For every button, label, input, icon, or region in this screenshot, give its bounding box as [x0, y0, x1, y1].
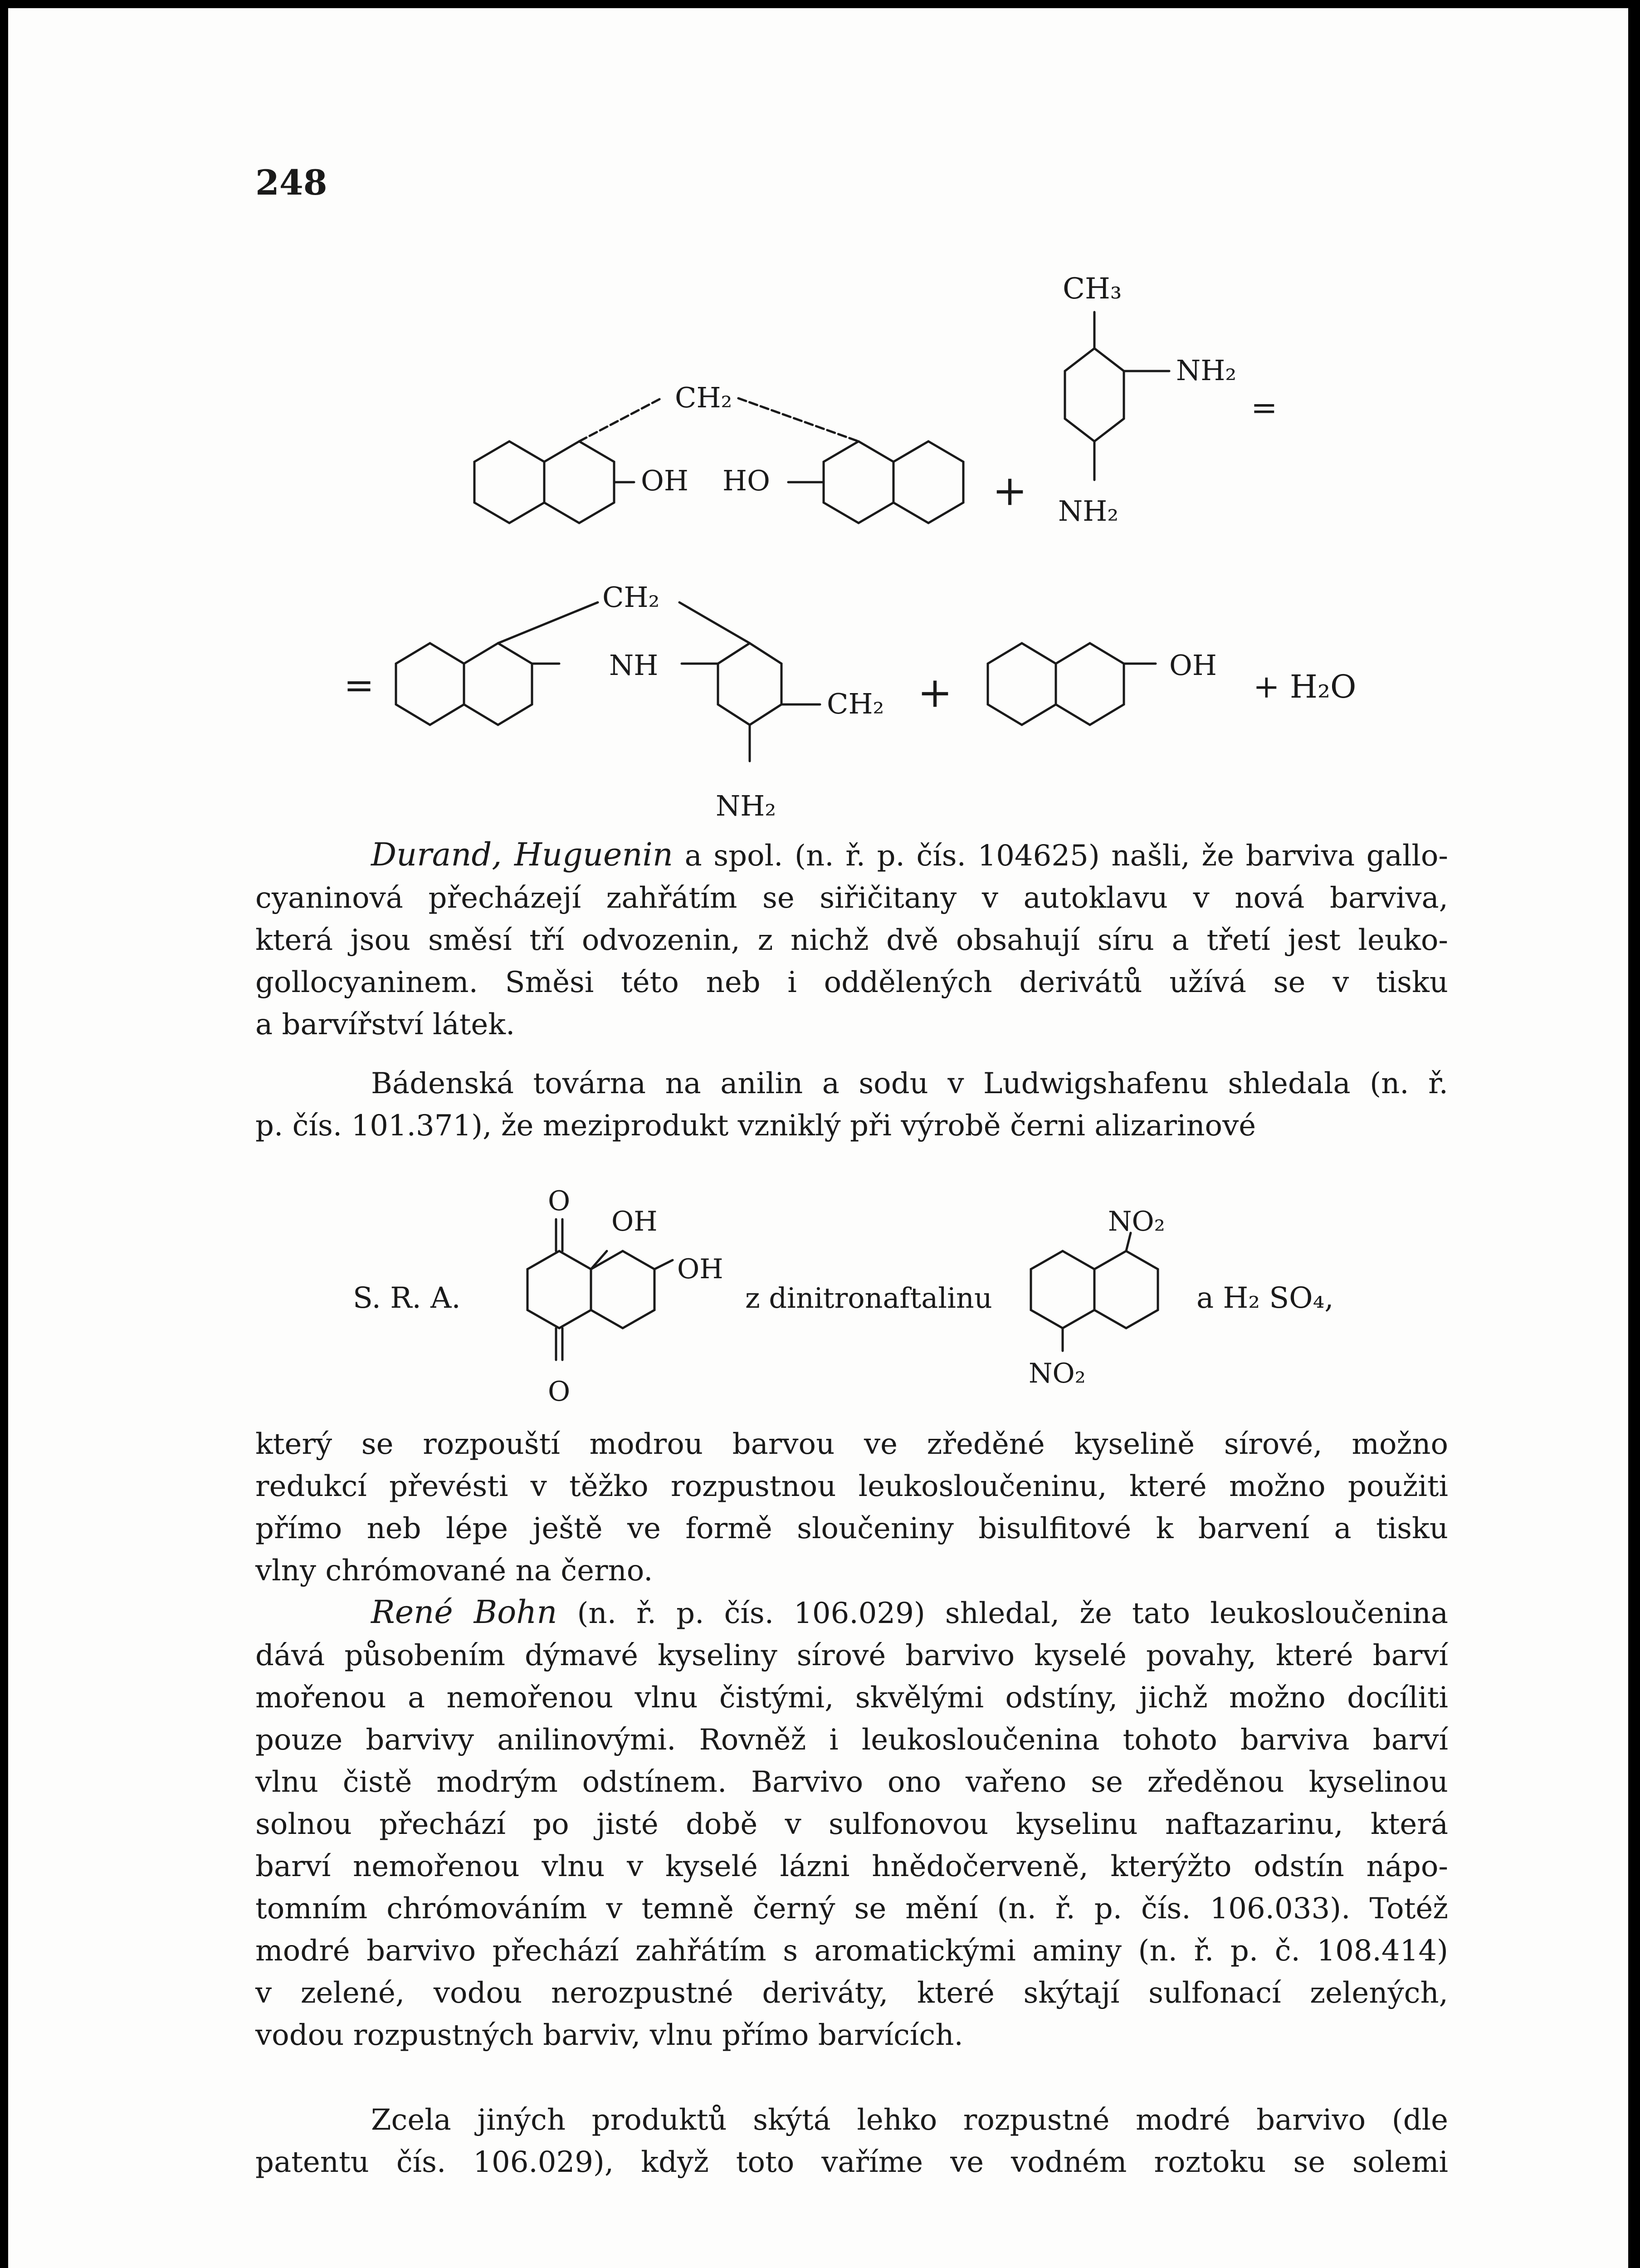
eq3-oh-right: OH: [677, 1253, 723, 1285]
eq2-ch2-ring-label: CH₂: [827, 687, 884, 720]
eq2-nh2-label: NH₂: [716, 789, 776, 822]
text-line: redukcí převésti v těžko rozpustnou leukosloučeninu, které možno použiti: [255, 1470, 1448, 1503]
eq3-no2-bottom: NO₂: [1029, 1358, 1086, 1389]
text-line: Zcela jiných produktů skýtá lehko rozpustné modré barvivo (dle: [371, 2103, 1448, 2137]
eq1-naphthol-right: [788, 441, 963, 523]
eq2-naphthol-right: [988, 643, 1156, 725]
text-line: pouze barvivy anilinovými. Rovněž i leukosloučenina tohoto barviva barví: [255, 1723, 1448, 1757]
page-number: 248: [255, 162, 327, 203]
eq3-middle-text: z dinitronaftalinu: [745, 1281, 992, 1315]
eq3-naphthoquinone: [527, 1219, 673, 1360]
eq3-no2-top: NO₂: [1108, 1206, 1165, 1237]
eq1-plus: +: [992, 466, 1028, 515]
paragraph-badenska: [255, 1063, 1448, 1147]
text-line: solnou přechází po jisté době v sulfonovou kyselinu naftazarinu, která: [255, 1808, 1448, 1841]
eq1-naphthol-left: [474, 441, 634, 523]
eq2-oh-label: OH: [1169, 649, 1217, 682]
eq1-oh-label: OH: [641, 464, 688, 497]
eq1-toluylenediamine: [1065, 312, 1169, 480]
eq3-o-top: O: [548, 1185, 571, 1217]
text-line: patentu čís. 106.029), když toto vaříme ve vodném roztoku se solemi: [255, 2146, 1448, 2179]
eq1-equals: =: [1251, 389, 1278, 426]
eq1-nh2-side-label: NH₂: [1176, 354, 1237, 387]
text-line: gollocyaninem. Směsi této neb i oddělených derivátů užívá se v tisku: [255, 966, 1448, 999]
text-line: v zelené, vodou nerozpustné deriváty, které skýtají sulfonací zelených,: [255, 1976, 1448, 2010]
eq1-ch2-label: CH₂: [675, 381, 732, 414]
paragraph-rene-bohn: [255, 1591, 1448, 2057]
eq1-ho-label: HO: [722, 464, 770, 497]
eq2-naphthol-amine-left: [396, 643, 559, 725]
text-line: barví nemořenou vlnu v kyselé lázni hnědočerveně, kterýžto odstín nápo-: [255, 1850, 1448, 1883]
text-line: modré barvivo přechází zahřátím s aromatickými aminy (n. ř. p. č. 108.414): [255, 1934, 1448, 1968]
eq1-nh2-bottom-label: NH₂: [1058, 494, 1119, 528]
text-line: dává působením dýmavé kyseliny sírové barvivo kyselé povahy, které barví: [255, 1639, 1448, 1672]
eq3-oh-top: OH: [611, 1206, 658, 1237]
eq2-plus-water: + H₂O: [1253, 668, 1357, 705]
paragraph-rozpousti: [255, 1423, 1448, 1592]
text-line: mořenou a nemořenou vlnu čistými, skvělými odstíny, jichž možno docíliti: [255, 1681, 1448, 1715]
eq2-ch2-bridge-label: CH₂: [602, 581, 660, 614]
text-line: vlny chrómované na černo.: [255, 1554, 653, 1588]
author-durand-huguenin: Durand, Huguenin: [371, 836, 674, 873]
text-line: tomním chrómováním v temně černý se mění (n. ř. p. čís. 106.033). Totéž: [255, 1892, 1448, 1926]
eq2-nh-label: NH: [609, 649, 659, 682]
text-line: která jsou směsí tří odvozenin, z nichž dvě obsahují síru a třetí jest leuko-: [255, 924, 1448, 957]
text-line: který se rozpouští modrou barvou ve zředěné kyselině sírové, možno: [255, 1427, 1448, 1461]
eq2-equals: =: [344, 664, 375, 706]
text-line: a spol. (n. ř. p. čís. 104625) našli, že barviva gallo-: [684, 839, 1449, 873]
page: [8, 8, 1628, 2268]
eq3-sra-label: S. R. A.: [353, 1281, 461, 1315]
eq3-dinitronaphthalene: [1031, 1233, 1158, 1351]
text-line: vodou rozpustných barviv, vlnu přímo barvících.: [255, 2019, 963, 2052]
eq3-end-text: a H₂ SO₄,: [1196, 1281, 1334, 1315]
reaction-schemes: [8, 8, 1628, 1414]
text-line: Bádenská továrna na anilin a sodu v Ludwigshafenu shledala (n. ř.: [371, 1067, 1448, 1100]
eq2-plus: +: [918, 668, 953, 717]
text-line: (n. ř. p. čís. 106.029) shledal, že tato leukosloučenina: [577, 1597, 1449, 1630]
text-line: a barvířství látek.: [255, 1008, 515, 1041]
text-line: cyaninová přecházejí zahřátím se siřičitany v autoklavu v nová barviva,: [255, 881, 1448, 915]
paragraph-zcela: [255, 2099, 1448, 2184]
text-line: přímo neb lépe ještě ve formě sloučeniny bisulfitové k barvení a tisku: [255, 1512, 1448, 1545]
text-line: p. čís. 101.371), že meziprodukt vzniklý při výrobě černi alizarinové: [255, 1109, 1256, 1143]
text-line: vlnu čistě modrým odstínem. Barvivo ono vařeno se zředěnou kyselinou: [255, 1765, 1448, 1799]
author-rene-bohn: René Bohn: [371, 1593, 557, 1631]
eq3-o-bottom: O: [548, 1376, 571, 1408]
paragraph-durand: [255, 834, 1448, 1046]
eq2-benzene-ring: [682, 643, 820, 761]
eq1-ch3-label: CH₃: [1063, 272, 1122, 306]
